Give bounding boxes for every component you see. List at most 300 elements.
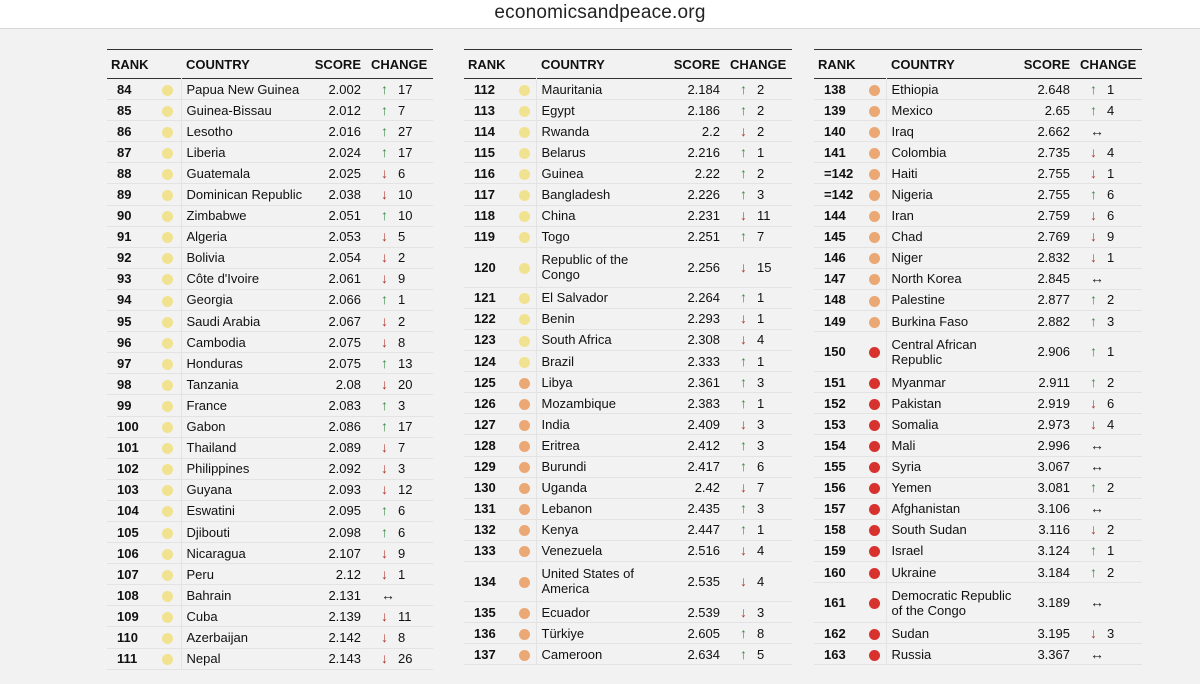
arrow-up-icon: ↑ — [740, 436, 747, 453]
change-cell — [1072, 311, 1142, 332]
country-cell: Colombia — [886, 142, 1018, 163]
status-dot-cell — [864, 477, 886, 498]
arrow-up-icon: ↑ — [381, 396, 388, 413]
table-row — [107, 353, 433, 374]
table-row — [464, 184, 792, 205]
change-value: 8 — [398, 334, 406, 350]
status-dot-cell — [155, 205, 181, 226]
table-row — [464, 601, 792, 622]
change-cell — [722, 308, 792, 329]
arrows-horizontal-icon: ↔ — [1090, 270, 1104, 287]
country-cell: El Salvador — [536, 287, 668, 308]
status-dot-cell — [864, 498, 886, 519]
rank-cell: 113 — [464, 100, 514, 121]
country-cell: Lebanon — [536, 498, 668, 519]
country-cell: Israel — [886, 540, 1018, 561]
country-cell: Guatemala — [181, 163, 305, 184]
country-cell: Yemen — [886, 477, 1018, 498]
rankings-table-1 — [107, 49, 433, 670]
status-dot-icon — [519, 650, 530, 661]
status-dot-icon — [519, 525, 530, 536]
country-cell: Libya — [536, 372, 668, 393]
rank-cell: 127 — [464, 414, 514, 435]
change-cell — [1072, 121, 1142, 142]
score-header: SCORE — [1023, 56, 1070, 72]
score-cell: 2.012 — [305, 100, 363, 121]
status-dot-cell — [155, 416, 181, 437]
country-cell: Honduras — [181, 353, 305, 374]
change-cell — [363, 205, 433, 226]
change-value: 10 — [398, 187, 413, 203]
status-dot-cell — [864, 205, 886, 226]
status-dot-icon — [869, 127, 880, 138]
country-cell: Peru — [181, 564, 305, 585]
arrow-down-icon: ↓ — [740, 603, 747, 620]
score-cell: 2.016 — [305, 121, 363, 142]
country-cell: Chad — [886, 226, 1018, 247]
rankings-body — [464, 79, 792, 665]
change-cell — [363, 100, 433, 121]
table-row — [107, 500, 433, 521]
table-row — [814, 142, 1142, 163]
score-cell: 2.412 — [668, 435, 722, 456]
change-header: CHANGE — [371, 56, 428, 72]
status-dot-icon — [869, 169, 880, 180]
change-cell — [722, 351, 792, 372]
country-cell: Nigeria — [886, 184, 1018, 205]
status-dot-icon — [162, 570, 173, 581]
country-cell: Türkiye — [536, 623, 668, 644]
status-dot-cell — [864, 268, 886, 289]
arrow-up-icon: ↑ — [1090, 479, 1097, 496]
status-dot-cell — [514, 100, 536, 121]
change-value: 1 — [1107, 81, 1115, 97]
change-value: 13 — [398, 355, 413, 371]
change-value: 2 — [757, 102, 765, 118]
status-dot-cell — [155, 121, 181, 142]
change-cell — [1072, 540, 1142, 561]
status-dot-icon — [162, 359, 173, 370]
score-cell: 2.093 — [305, 479, 363, 500]
status-dot-cell — [155, 226, 181, 247]
change-cell — [363, 353, 433, 374]
country-cell: Togo — [536, 226, 668, 247]
table-row — [464, 287, 792, 308]
status-dot-cell — [155, 395, 181, 416]
status-dot-cell — [155, 100, 181, 121]
table-header-row — [464, 50, 792, 79]
status-dot-icon — [519, 148, 530, 159]
status-dot-icon — [519, 608, 530, 619]
status-dot-cell — [514, 623, 536, 644]
table-row — [814, 184, 1142, 205]
arrows-horizontal-icon: ↔ — [1090, 645, 1104, 662]
score-cell: 3.189 — [1018, 583, 1072, 623]
country-cell: Gabon — [181, 416, 305, 437]
change-value: 2 — [1107, 522, 1115, 538]
status-dot-cell — [864, 435, 886, 456]
country-cell: Mali — [886, 435, 1018, 456]
status-dot-cell — [514, 435, 536, 456]
table-row — [814, 414, 1142, 435]
score-cell: 2.066 — [305, 289, 363, 310]
change-cell — [1072, 142, 1142, 163]
country-cell: Cuba — [181, 606, 305, 627]
country-header: COUNTRY — [891, 56, 955, 72]
score-cell: 2.383 — [668, 393, 722, 414]
change-cell — [1072, 519, 1142, 540]
table-row — [814, 498, 1142, 519]
table-row — [107, 100, 433, 121]
country-cell: Guinea — [536, 163, 668, 184]
score-cell: 2.42 — [668, 477, 722, 498]
change-cell — [722, 142, 792, 163]
change-value: 9 — [1107, 229, 1115, 245]
rank-cell: 107 — [107, 564, 155, 585]
score-cell: 2.755 — [1018, 163, 1072, 184]
arrow-up-icon: ↑ — [1090, 291, 1097, 308]
status-dot-icon — [519, 504, 530, 515]
arrow-down-icon: ↓ — [381, 312, 388, 329]
status-dot-cell — [514, 163, 536, 184]
score-cell: 2.911 — [1018, 372, 1072, 393]
arrow-down-icon: ↓ — [1090, 415, 1097, 432]
change-value: 4 — [1107, 102, 1115, 118]
score-header: SCORE — [673, 56, 720, 72]
change-cell — [722, 393, 792, 414]
arrow-up-icon: ↑ — [740, 80, 747, 97]
rank-cell: 121 — [464, 287, 514, 308]
rank-cell: 122 — [464, 308, 514, 329]
table-row — [107, 648, 433, 669]
arrow-up-icon: ↑ — [381, 143, 388, 160]
change-value: 3 — [757, 374, 765, 390]
table-row — [107, 627, 433, 648]
arrow-up-icon: ↑ — [381, 207, 388, 224]
table-row — [464, 477, 792, 498]
status-dot-cell — [864, 623, 886, 644]
table-row — [814, 456, 1142, 477]
table-row — [107, 163, 433, 184]
country-cell: United States of America — [536, 561, 668, 601]
rank-cell: 118 — [464, 205, 514, 226]
table-row — [107, 226, 433, 247]
status-dot-icon — [162, 506, 173, 517]
table-row — [814, 583, 1142, 623]
rank-cell: 151 — [814, 372, 864, 393]
status-dot-icon — [869, 347, 880, 358]
table-row — [814, 561, 1142, 582]
country-cell: Eswatini — [181, 500, 305, 521]
rank-cell: 101 — [107, 437, 155, 458]
table-row — [814, 121, 1142, 142]
arrow-down-icon: ↓ — [740, 572, 747, 589]
status-dot-icon — [162, 654, 173, 665]
rank-cell: 137 — [464, 644, 514, 665]
status-dot-cell — [864, 644, 886, 665]
change-cell — [722, 247, 792, 287]
status-dot-icon — [869, 546, 880, 557]
table-row — [464, 205, 792, 226]
arrow-down-icon: ↓ — [1090, 207, 1097, 224]
arrow-down-icon: ↓ — [1090, 624, 1097, 641]
country-cell: Thailand — [181, 437, 305, 458]
change-value: 2 — [1107, 564, 1115, 580]
score-cell: 2.051 — [305, 205, 363, 226]
arrow-down-icon: ↓ — [740, 207, 747, 224]
country-cell: India — [536, 414, 668, 435]
status-dot-icon — [519, 378, 530, 389]
arrow-up-icon: ↑ — [740, 645, 747, 662]
change-value: 1 — [1107, 250, 1115, 266]
change-value: 3 — [1107, 313, 1115, 329]
change-value: 1 — [1107, 165, 1115, 181]
change-value: 6 — [1107, 187, 1115, 203]
table-row — [814, 540, 1142, 561]
status-dot-icon — [162, 274, 173, 285]
score-cell: 2.184 — [668, 79, 722, 100]
status-dot-cell — [864, 332, 886, 372]
country-cell: Egypt — [536, 100, 668, 121]
status-dot-cell — [864, 100, 886, 121]
arrow-up-icon: ↑ — [1090, 101, 1097, 118]
rank-cell: 156 — [814, 477, 864, 498]
country-cell: Djibouti — [181, 521, 305, 542]
arrow-down-icon: ↓ — [381, 186, 388, 203]
change-cell — [722, 414, 792, 435]
status-dot-cell — [864, 540, 886, 561]
arrow-up-icon: ↑ — [381, 418, 388, 435]
change-value: 3 — [757, 437, 765, 453]
score-cell: 2.832 — [1018, 247, 1072, 268]
status-dot-icon — [869, 148, 880, 159]
status-dot-icon — [869, 568, 880, 579]
score-cell: 3.081 — [1018, 477, 1072, 498]
score-cell: 2.086 — [305, 416, 363, 437]
change-value: 2 — [1107, 292, 1115, 308]
arrows-horizontal-icon: ↔ — [1090, 594, 1104, 611]
rank-cell: 86 — [107, 121, 155, 142]
status-dot-cell — [514, 205, 536, 226]
rank-cell: 145 — [814, 226, 864, 247]
status-dot-cell — [155, 374, 181, 395]
score-cell: 2.735 — [1018, 142, 1072, 163]
country-cell: South Sudan — [886, 519, 1018, 540]
status-dot-icon — [869, 629, 880, 640]
score-cell: 3.367 — [1018, 644, 1072, 665]
arrow-down-icon: ↓ — [381, 628, 388, 645]
change-cell — [722, 329, 792, 350]
score-cell: 2.092 — [305, 458, 363, 479]
rank-cell: 155 — [814, 456, 864, 477]
arrow-down-icon: ↓ — [1090, 228, 1097, 245]
score-cell: 2.143 — [305, 648, 363, 669]
change-cell — [363, 289, 433, 310]
change-cell — [722, 644, 792, 665]
country-cell: Bahrain — [181, 585, 305, 606]
change-cell — [363, 226, 433, 247]
table-row — [107, 458, 433, 479]
rank-cell: 149 — [814, 311, 864, 332]
score-cell: 3.116 — [1018, 519, 1072, 540]
change-cell — [722, 287, 792, 308]
status-dot-icon — [519, 483, 530, 494]
rank-cell: 152 — [814, 393, 864, 414]
status-dot-icon — [519, 577, 530, 588]
country-cell: Dominican Republic — [181, 184, 305, 205]
rank-cell: 153 — [814, 414, 864, 435]
change-cell — [722, 601, 792, 622]
rank-cell: 103 — [107, 479, 155, 500]
status-dot-icon — [162, 190, 173, 201]
arrow-down-icon: ↓ — [381, 481, 388, 498]
status-dot-cell — [864, 311, 886, 332]
score-cell: 2.002 — [305, 79, 363, 100]
arrow-up-icon: ↑ — [1090, 312, 1097, 329]
arrow-down-icon: ↓ — [381, 270, 388, 287]
table-row — [107, 289, 433, 310]
status-dot-icon — [162, 148, 173, 159]
change-value: 1 — [757, 311, 765, 327]
change-value: 10 — [398, 208, 413, 224]
rank-cell: 98 — [107, 374, 155, 395]
table-row — [814, 311, 1142, 332]
status-dot-cell — [514, 79, 536, 100]
score-cell: 2.333 — [668, 351, 722, 372]
status-dot-icon — [869, 504, 880, 515]
status-dot-icon — [519, 232, 530, 243]
score-cell: 2.361 — [668, 372, 722, 393]
country-cell: Ecuador — [536, 601, 668, 622]
score-cell: 2.054 — [305, 247, 363, 268]
score-cell: 2.648 — [1018, 79, 1072, 100]
status-dot-cell — [155, 79, 181, 100]
change-value: 6 — [398, 165, 406, 181]
status-dot-cell — [514, 142, 536, 163]
table-row — [464, 163, 792, 184]
change-value: 4 — [757, 543, 765, 559]
rank-cell: 105 — [107, 521, 155, 542]
table-header-row — [107, 50, 433, 79]
change-cell — [722, 184, 792, 205]
table-row — [107, 184, 433, 205]
score-cell: 2.08 — [305, 374, 363, 395]
score-cell: 2.131 — [305, 585, 363, 606]
table-row — [814, 289, 1142, 310]
arrow-up-icon: ↑ — [740, 228, 747, 245]
table-row — [107, 437, 433, 458]
status-dot-cell — [864, 393, 886, 414]
status-dot-cell — [864, 372, 886, 393]
rank-cell: 147 — [814, 268, 864, 289]
change-value: 27 — [398, 123, 413, 139]
country-cell: France — [181, 395, 305, 416]
arrow-up-icon: ↑ — [740, 394, 747, 411]
change-value: 4 — [1107, 144, 1115, 160]
change-cell — [722, 519, 792, 540]
rank-cell: 97 — [107, 353, 155, 374]
status-dot-icon — [869, 85, 880, 96]
rank-cell: 154 — [814, 435, 864, 456]
change-cell — [1072, 268, 1142, 289]
change-value: 7 — [757, 229, 765, 245]
table-row — [464, 329, 792, 350]
status-dot-cell — [155, 353, 181, 374]
arrow-up-icon: ↑ — [740, 458, 747, 475]
change-cell — [722, 540, 792, 561]
rank-cell: 116 — [464, 163, 514, 184]
change-value: 17 — [398, 144, 413, 160]
status-dot-icon — [162, 401, 173, 412]
status-dot-icon — [869, 274, 880, 285]
change-cell — [722, 477, 792, 498]
score-cell: 2.251 — [668, 226, 722, 247]
arrow-up-icon: ↑ — [1090, 80, 1097, 97]
rank-cell: 146 — [814, 247, 864, 268]
change-value: 3 — [757, 187, 765, 203]
change-value: 1 — [1107, 344, 1115, 360]
arrow-up-icon: ↑ — [1090, 563, 1097, 580]
status-dot-icon — [519, 399, 530, 410]
status-dot-cell — [155, 648, 181, 669]
score-cell: 2.186 — [668, 100, 722, 121]
rank-cell: 158 — [814, 519, 864, 540]
score-cell: 2.231 — [668, 205, 722, 226]
status-dot-cell — [155, 332, 181, 353]
change-value: 6 — [1107, 395, 1115, 411]
change-value: 7 — [398, 102, 406, 118]
score-cell: 2.435 — [668, 498, 722, 519]
table-row — [464, 623, 792, 644]
country-cell: Algeria — [181, 226, 305, 247]
site-url[interactable]: economicsandpeace.org — [494, 2, 706, 23]
arrow-down-icon: ↓ — [381, 607, 388, 624]
table-row — [464, 372, 792, 393]
change-value: 11 — [757, 208, 771, 224]
change-value: 9 — [398, 271, 406, 287]
change-cell — [1072, 247, 1142, 268]
status-dot-cell — [155, 458, 181, 479]
change-value: 1 — [398, 566, 406, 582]
country-cell: Iran — [886, 205, 1018, 226]
arrows-horizontal-icon: ↔ — [1090, 436, 1104, 453]
status-dot-cell — [864, 226, 886, 247]
arrow-up-icon: ↑ — [1090, 186, 1097, 203]
rank-cell: 160 — [814, 561, 864, 582]
change-cell — [1072, 456, 1142, 477]
change-cell — [1072, 289, 1142, 310]
change-value: 1 — [757, 353, 765, 369]
change-cell — [363, 163, 433, 184]
status-dot-cell — [864, 142, 886, 163]
score-cell: 2.535 — [668, 561, 722, 601]
status-dot-icon — [162, 232, 173, 243]
arrow-down-icon: ↓ — [740, 415, 747, 432]
status-dot-icon — [869, 525, 880, 536]
change-cell — [1072, 163, 1142, 184]
arrow-down-icon: ↓ — [740, 479, 747, 496]
table-row — [107, 395, 433, 416]
country-cell: Iraq — [886, 121, 1018, 142]
country-cell: Nepal — [181, 648, 305, 669]
status-dot-cell — [864, 414, 886, 435]
rank-cell: 130 — [464, 477, 514, 498]
arrow-down-icon: ↓ — [381, 333, 388, 350]
status-dot-cell — [864, 79, 886, 100]
change-value: 1 — [757, 522, 765, 538]
change-cell — [1072, 332, 1142, 372]
status-dot-cell — [514, 561, 536, 601]
